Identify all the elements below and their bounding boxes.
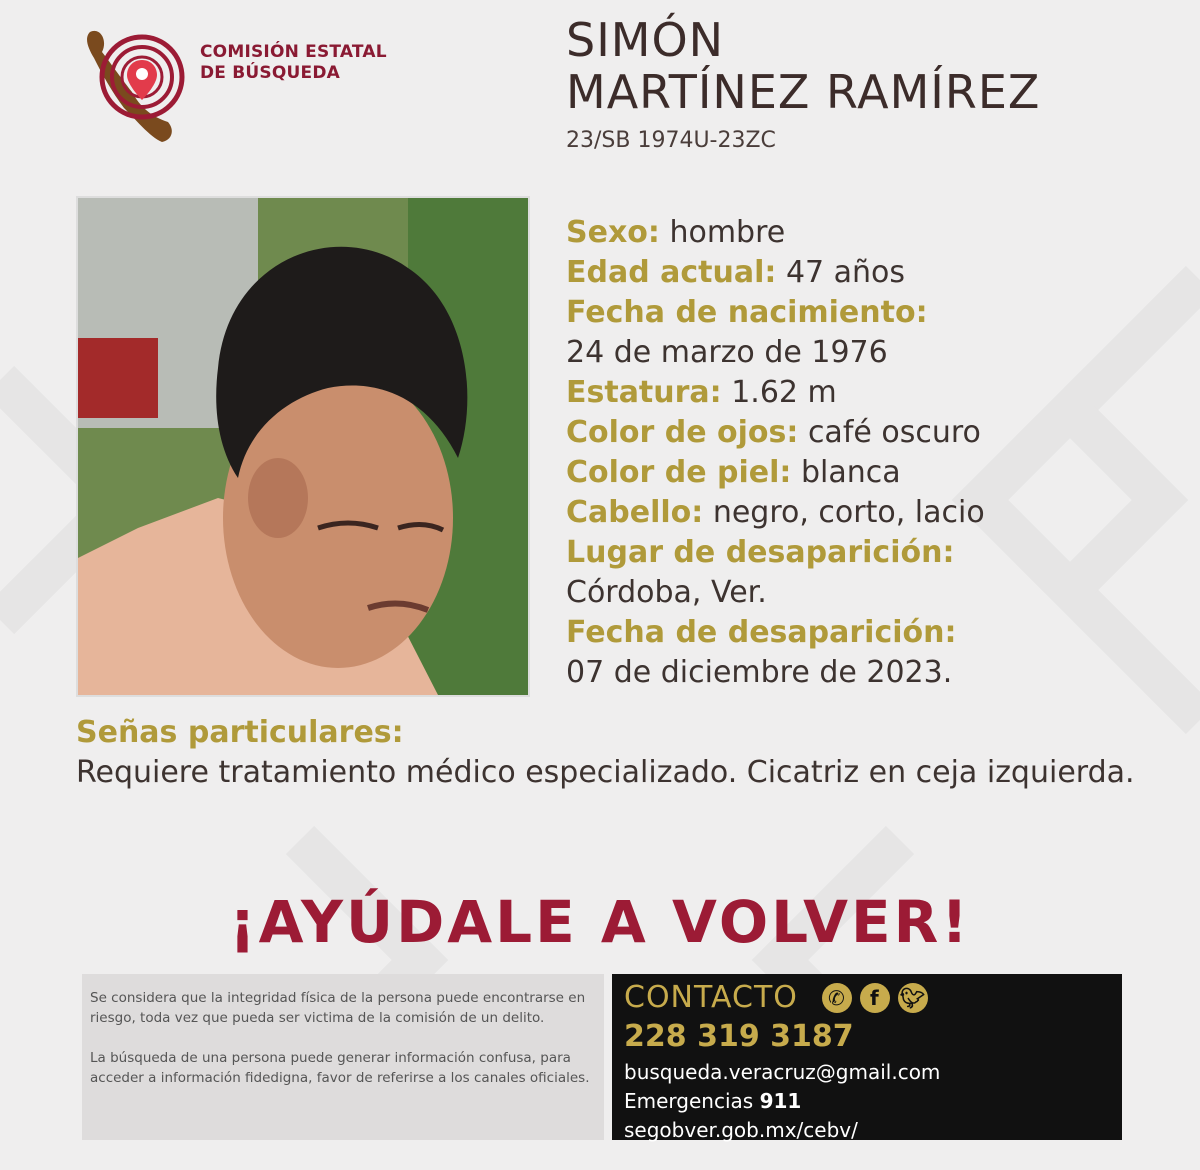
detail-fecha: 07 de diciembre de 2023. xyxy=(566,655,953,690)
detail-fecha-label: Fecha de desaparición: xyxy=(566,615,957,650)
contact-emergencias: Emergencias 911 xyxy=(624,1089,802,1113)
call-to-action: ¡AYÚDALE A VOLVER! xyxy=(229,888,971,956)
detail-estatura: Estatura: 1.62 m xyxy=(566,375,837,410)
contact-email[interactable]: busqueda.veracruz@gmail.com xyxy=(624,1060,941,1084)
person-first-name: SIMÓN xyxy=(566,13,725,67)
twitter-icon[interactable]: 🐦︎ xyxy=(898,983,928,1013)
detail-cabello: Cabello: negro, corto, lacio xyxy=(566,495,985,530)
org-name xyxy=(200,42,387,84)
veracruz-map-icon xyxy=(80,22,280,147)
case-folio: 23/SB 1974U-23ZC xyxy=(566,128,776,153)
contact-header xyxy=(624,980,1122,1015)
contact-box xyxy=(612,974,1122,1140)
org-name-line1: COMISIÓN ESTATAL xyxy=(200,42,387,62)
disclaimer-p2: La búsqueda de una persona puede generar información confusa, para acceder a información fidedigna, favor de referirse a los canales oficiales. xyxy=(90,1050,590,1086)
phone-icon[interactable]: ✆ xyxy=(822,983,852,1013)
senas-text: Requiere tratamiento médico especializado. Cicatriz en ceja izquierda. xyxy=(76,755,1135,790)
detail-lugar-label: Lugar de desaparición: xyxy=(566,535,955,570)
person-details xyxy=(566,213,985,693)
distinguishing-marks xyxy=(76,713,1136,793)
detail-lugar: Córdoba, Ver. xyxy=(566,575,767,610)
detail-edad: Edad actual: 47 años xyxy=(566,255,906,290)
detail-nacimiento: 24 de marzo de 1976 xyxy=(566,335,888,370)
detail-nacimiento-label: Fecha de nacimiento: xyxy=(566,295,928,330)
person-last-names: MARTÍNEZ RAMÍREZ xyxy=(566,65,1041,119)
detail-piel: Color de piel: blanca xyxy=(566,455,901,490)
senas-label: Señas particulares: xyxy=(76,715,404,750)
facebook-icon[interactable]: f xyxy=(860,983,890,1013)
org-name-line2: DE BÚSQUEDA xyxy=(200,63,340,83)
contact-web[interactable]: segobver.gob.mx/cebv/ xyxy=(624,1118,858,1142)
contact-title: CONTACTO xyxy=(624,980,798,1015)
disclaimer-box xyxy=(82,974,604,1140)
person-photo xyxy=(76,196,530,697)
detail-sexo: Sexo: hombre xyxy=(566,215,786,250)
detail-ojos: Color de ojos: café oscuro xyxy=(566,415,981,450)
person-name xyxy=(566,14,1040,118)
contact-phone[interactable]: 228 319 3187 xyxy=(624,1019,854,1054)
disclaimer-p1: Se considera que la integridad física de la persona puede encontrarse en riesgo, toda vez que pueda ser victima de la comisión de un delito. xyxy=(90,990,586,1026)
logo xyxy=(80,22,410,147)
